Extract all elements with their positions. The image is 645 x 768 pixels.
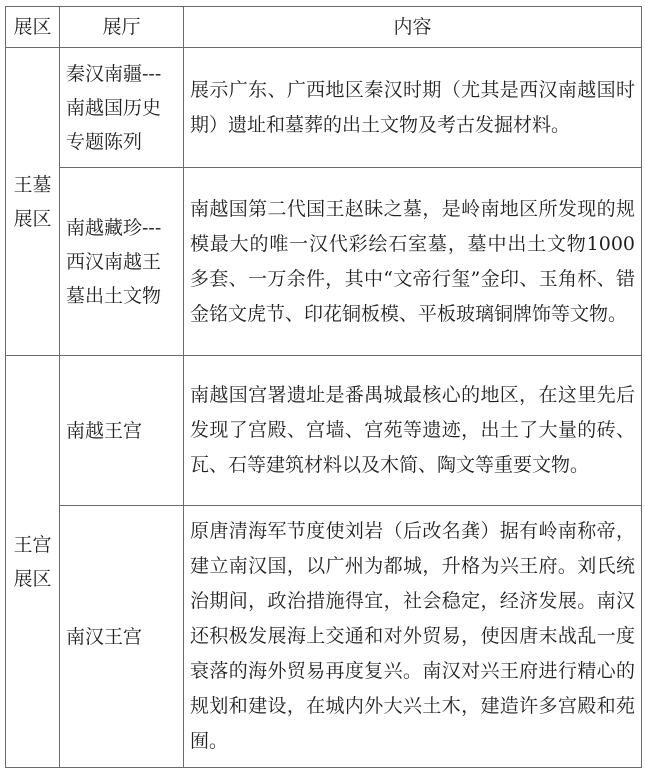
hall-name-line: 秦汉南疆--- <box>66 62 162 85</box>
table-row <box>6 48 642 168</box>
header-row <box>6 7 642 48</box>
area-label-line: 王墓 <box>13 173 52 196</box>
area-cell-palace <box>6 356 60 768</box>
table-row <box>6 356 642 506</box>
hall-name-line: 墓出土文物 <box>66 284 162 307</box>
table-row <box>6 506 642 768</box>
table-row <box>6 168 642 356</box>
hall-name-line: 专题陈列 <box>66 130 143 153</box>
header-area: 展区 <box>6 7 60 48</box>
hall-cell <box>60 168 184 356</box>
hall-name-line: 西汉南越王 <box>66 250 162 273</box>
hall-name-line: 南越国历史 <box>66 96 162 119</box>
hall-name-line: 南越藏珍--- <box>66 216 162 239</box>
content-cell: 展示广东、广西地区秦汉时期（尤其是西汉南越国时期）遗址和墓葬的出土文物及考古发掘材料。 <box>184 48 642 168</box>
area-label-line: 展区 <box>13 567 52 590</box>
header-content: 内容 <box>184 7 642 48</box>
header-hall: 展厅 <box>60 7 184 48</box>
hall-cell <box>60 506 184 768</box>
exhibition-table-container <box>5 6 641 768</box>
area-cell-tomb <box>6 48 60 356</box>
hall-cell <box>60 356 184 506</box>
hall-name-line: 南越王宫 <box>66 419 143 442</box>
content-cell: 原唐清海军节度使刘岩（后改名龚）据有岭南称帝，建立南汉国，以广州为都城，升格为兴王府。刘氏统治期间，政治措施得宜，社会稳定，经济发展。南汉还积极发展海上交通和对外贸易，使因唐末战乱一度衰落的海外贸易再度复兴。南汉对兴王府进行精心的规划和建设，在城内外大兴土木，建造许多宫殿和苑囿。 <box>184 506 642 768</box>
hall-name-line: 南汉王宫 <box>66 625 143 648</box>
exhibition-table <box>5 6 642 768</box>
area-label-line: 王宫 <box>13 533 52 556</box>
content-cell: 南越国宫署遗址是番禺城最核心的地区，在这里先后发现了宫殿、宫墙、宫苑等遗迹，出土了大量的砖、瓦、石等建筑材料以及木简、陶文等重要文物。 <box>184 356 642 506</box>
area-label-line: 展区 <box>13 207 52 230</box>
hall-cell <box>60 48 184 168</box>
content-cell: 南越国第二代国王赵眛之墓，是岭南地区所发现的规模最大的唯一汉代彩绘石室墓，墓中出土文物1000多套、一万余件，其中“文帝行玺”金印、玉角杯、错金铭文虎节、印花铜板模、平板玻璃铜牌饰等文物。 <box>184 168 642 356</box>
